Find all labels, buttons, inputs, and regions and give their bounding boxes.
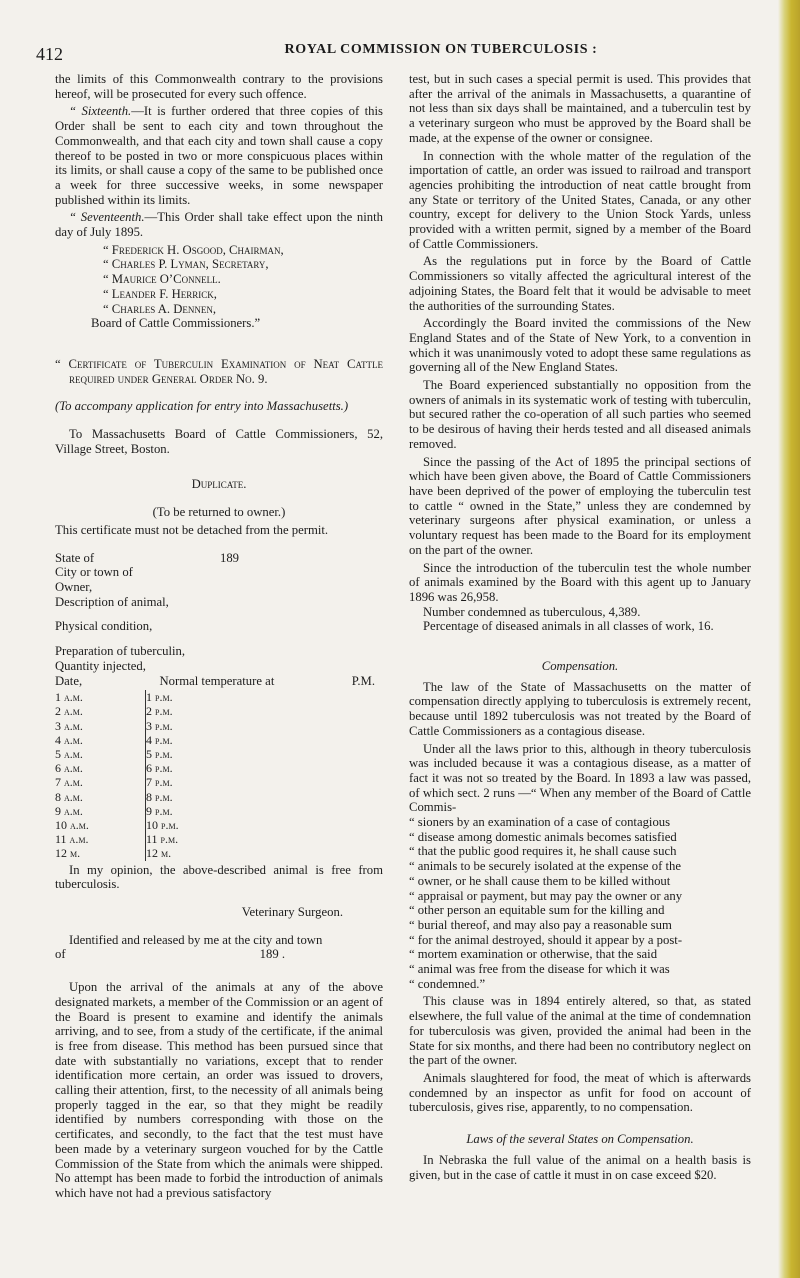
form-field: City or town of: [55, 565, 133, 580]
am-time: 7 a.m.: [55, 775, 83, 790]
page-header: [36, 34, 766, 64]
pm-time: 7 p.m.: [146, 775, 257, 789]
paragraph-compensation-law: The law of the State of Massachusetts on the matter of compensation directly applying to tuberculosis is extremely recent, because until 1892 tuberculosis was not treated by the Board of Cattle Commissioners as a contagious disease.: [409, 679, 751, 738]
identified-year: 189 .: [259, 947, 285, 962]
quoted-law-line: “ that the public good requires it, he shall cause such: [409, 844, 677, 859]
signatory-block: [55, 243, 383, 331]
signatory-line: “ Leander F. Herrick,: [103, 286, 217, 301]
quoted-law-line: “ appraisal or payment, but may pay the owner or any: [409, 888, 683, 903]
temperature-table: [55, 690, 256, 860]
quoted-law-line: “ animal was free from the disease for which it was: [409, 962, 670, 977]
certificate-addressee: To Massachusetts Board of Cattle Commissioners, 52, Village Street, Boston.: [55, 427, 383, 456]
am-time: 10 a.m.: [55, 818, 89, 833]
pm-time: 6 p.m.: [146, 761, 257, 775]
temperature-row: [55, 761, 256, 775]
seventeenth-lead: “ Seventeenth.: [69, 210, 145, 225]
paragraph-prior-laws: Under all the laws prior to this, although in theory tuberculosis was included because it was a contagious disease, as a matter of fact it was not so treated by the Board. In 1893 a law was passed, of which sect. 2 runs —“ When any member of the Board of Cattle Commis-: [409, 741, 751, 815]
page-number: 412: [36, 44, 63, 64]
paragraph-limits: the limits of this Commonwealth contrary to the provisions hereof, will be prosecuted for every such offence.: [55, 72, 383, 101]
am-time: 3 a.m.: [55, 718, 83, 733]
date-label: Date,: [55, 673, 83, 688]
temperature-row: [55, 790, 256, 804]
pm-time: 10 p.m.: [146, 818, 257, 832]
pm-time: 5 p.m.: [146, 747, 257, 761]
paragraph-slaughtered: Animals slaughtered for food, the meat of which is afterwards condemned by an inspector as unfit for food on account of tuberculosis, gives rise, apparently, to no compensation.: [409, 1071, 751, 1115]
pm-time: 3 p.m.: [146, 719, 257, 733]
physical-condition-field: Physical condition,: [55, 619, 153, 634]
temperature-row: [55, 832, 256, 846]
am-time: 11 a.m.: [55, 832, 89, 847]
paragraph-importation: In connection with the whole matter of the regulation of the importation of cattle, an order was issued to railroad and transport agencies prohibiting the introduction of neat cattle brought from any State or territory of the United States, Canada, or any other country, except for delivery to the Union Stock Yards, unless provided with a written permit, signed by a member of the Board of Cattle Commissioners.: [409, 148, 751, 251]
signatory-line: “ Maurice O’Connell.: [103, 272, 221, 287]
pm-time: 11 p.m.: [146, 832, 257, 846]
temperature-row: [55, 704, 256, 718]
temperature-row: [55, 818, 256, 832]
quoted-law-line: “ mortem examination or otherwise, that the said: [409, 947, 658, 962]
quoted-law-line: “ for the animal destroyed, should it appear by a post-: [409, 932, 683, 947]
paragraph-no-opposition: The Board experienced substantially no opposition from the owners of animals in its systematic work of testing with tuberculin, but secured rather the co-operation of all such parties who seemed to be desirous of having their herds tested and all diseased animals removed.: [409, 378, 751, 451]
normal-temp-label: Normal temperature at: [159, 673, 275, 688]
am-time: 9 a.m.: [55, 803, 83, 818]
quoted-law-line: “ owner, or he shall cause them to be killed without: [409, 873, 671, 888]
pm-time: 1 p.m.: [146, 690, 257, 704]
paragraph-seventeenth: [55, 210, 383, 239]
paragraph-adjoining-states: As the regulations put in force by the Board of Cattle Commissioners so vitally affected the agricultural interest of the adjoining States, the Board felt that it would be advisable to meet the authorities of the surrounding States.: [409, 254, 751, 313]
quoted-law-line: “ other person an equitable sum for the killing and: [409, 903, 665, 918]
state-label: State of: [55, 550, 95, 565]
certificate-subtitle: (To accompany application for entry into Massachusetts.): [55, 399, 349, 414]
tuberculin-prep-field: Preparation of tuberculin,: [55, 644, 186, 659]
am-time: 8 a.m.: [55, 789, 83, 804]
am-time: 12 m.: [55, 846, 81, 861]
paragraph-1894-alteration: This clause was in 1894 entirely altered, so that, as stated elsewhere, the full value of the animal at the time of condemnation for tuberculosis was given, provided the animal had been in the State for six months, and there had been no contributory neglect on the part of the owner.: [409, 994, 751, 1068]
pm-label: P.M.: [351, 673, 375, 688]
temperature-row: [55, 690, 256, 704]
date-temperature-row: [55, 674, 375, 689]
paragraph-nebraska: In Nebraska the full value of the animal on a health basis is given, but in the case of cattle it must in on case exceed $20.: [409, 1152, 751, 1182]
quoted-law-line: “ burial thereof, and may also pay a reasonable sum: [409, 917, 672, 932]
am-time: 6 a.m.: [55, 761, 83, 776]
paragraph-sixteenth: [55, 104, 383, 207]
duplicate-label: Duplicate.: [191, 477, 247, 492]
pm-time: 8 p.m.: [146, 790, 257, 804]
running-head: ROYAL COMMISSION ON TUBERCULOSIS :: [284, 42, 598, 57]
temperature-row: [55, 846, 256, 860]
paragraph-animals-examined: Since the introduction of the tuberculin test the whole number of animals examined by the Board with this agent up to January 1896 was 26,958.: [409, 560, 751, 604]
temperature-row: [55, 804, 256, 818]
pm-time: 9 p.m.: [146, 804, 257, 818]
am-time: 2 a.m.: [55, 704, 83, 719]
pm-time: 12 m.: [146, 846, 257, 860]
signatory-line: “ Frederick H. Osgood, Chairman,: [103, 242, 284, 257]
signatory-board: Board of Cattle Commissioners.”: [91, 316, 261, 331]
paragraph-upon-arrival: Upon the arrival of the animals at any of the above designated markets, a member of the Commission or an agent of the Board is present to examine and identify the animals arriving, and to see, from a study of the certificate, if the animal is free from disease. This method has been pursued since that date with substantially no variations, except that to render identification more certain, an order was issued to drovers, calling their attention, first, to the necessity of all animals being properly tagged in the ear, so that they might be readily identified by numbers corresponding with those on the certificates, and secondly, to the fact that the test must have been made by a veterinary surgeon vouched for by the Cattle Commission of the State from which the animals were shipped. No attempt has been made to forbid the introduction of animals which have not had a previous satisfactory: [55, 980, 383, 1200]
form-field: Description of animal,: [55, 594, 169, 609]
book-spine-edge: [778, 0, 800, 1278]
identified-line: Identified and released by me at the city and town: [69, 932, 323, 947]
certificate-title: “ Certificate of Tuberculin Examination of Neat Cattle required under General Order No. 9.: [55, 356, 383, 386]
temperature-row: [55, 719, 256, 733]
sixteenth-lead: “ Sixteenth.: [69, 104, 132, 119]
certificate-year: 189: [219, 550, 239, 565]
state-field-row: [55, 551, 239, 566]
compensation-heading: Compensation.: [541, 659, 619, 674]
sixteenth-text: —It is further ordered that three copies of this Order shall be sent to each city and town throughout the Commonwealth, and that each city and town shall cause a copy thereof to be posted in two or more conspicuous places within its limits, or shall cause a copy of the same to be published once a week for three successive weeks, in some newspaper published within its limits.: [55, 104, 383, 207]
am-time: 4 a.m.: [55, 732, 83, 747]
form-field: Owner,: [55, 579, 93, 594]
temperature-row: [55, 733, 256, 747]
quoted-law-line: “ animals to be securely isolated at the expense of the: [409, 859, 681, 874]
opinion-statement: In my opinion, the above-described animal is free from tuberculosis.: [55, 862, 383, 892]
temperature-row: [55, 775, 256, 789]
return-note: (To be returned to owner.): [152, 505, 286, 520]
paragraph-act-1895: Since the passing of the Act of 1895 the principal sections of which have been given above, the Board of Cattle Commissioners have been deprived of the power of employing the tuberculin test to cattle “ owned in the State,” unless they are condemned by veterinary surgeons after physical examination, or unless a voluntary request has been made to the Board for its employment on the part of the owner.: [409, 454, 751, 557]
diseased-percentage: Percentage of diseased animals in all classes of work, 16.: [423, 619, 714, 634]
pm-time: 4 p.m.: [146, 733, 257, 747]
quoted-law-line: “ condemned.”: [409, 976, 486, 991]
condemned-count: Number condemned as tuberculous, 4,389.: [423, 604, 641, 619]
quoted-law-line: “ sioners by an examination of a case of contagious: [409, 815, 671, 830]
laws-heading: Laws of the several States on Compensation.: [466, 1132, 694, 1147]
am-time: 5 a.m.: [55, 747, 83, 762]
am-time: 1 a.m.: [55, 690, 83, 705]
identified-of-row: [55, 947, 285, 962]
vet-signature-label: Veterinary Surgeon.: [241, 905, 343, 920]
seventeenth-text: —This Order shall take effect upon the ninth day of July 1895.: [55, 210, 384, 240]
paragraph-special-permit: test, but in such cases a special permit is used. This provides that after the arrival of the animals in Massachusetts, a quarantine of not less than six days shall be maintained, and a tuberculin test by a veterinary surgeon who must be approved by the Board shall be made, at the expense of the owner or consignee.: [409, 72, 751, 145]
quoted-law-line: “ disease among domestic animals becomes satisfied: [409, 829, 677, 844]
temperature-row: [55, 747, 256, 761]
signatory-line: “ Charles P. Lyman, Secretary,: [103, 257, 269, 272]
detach-note: This certificate must not be detached from the permit.: [55, 522, 329, 537]
right-column: [409, 72, 751, 1185]
pm-time: 2 p.m.: [146, 704, 257, 718]
identified-of: of: [55, 947, 66, 962]
left-column: [55, 72, 383, 1204]
quoted-law-block: [409, 815, 751, 991]
quantity-field: Quantity injected,: [55, 658, 146, 673]
paragraph-convention: Accordingly the Board invited the commissions of the New England States and of the State of New York, to a convention in which it was unanimously voted to adopt these same regulations as governing all of the New England States.: [409, 316, 751, 375]
signatory-line: “ Charles A. Dennen,: [103, 301, 217, 316]
